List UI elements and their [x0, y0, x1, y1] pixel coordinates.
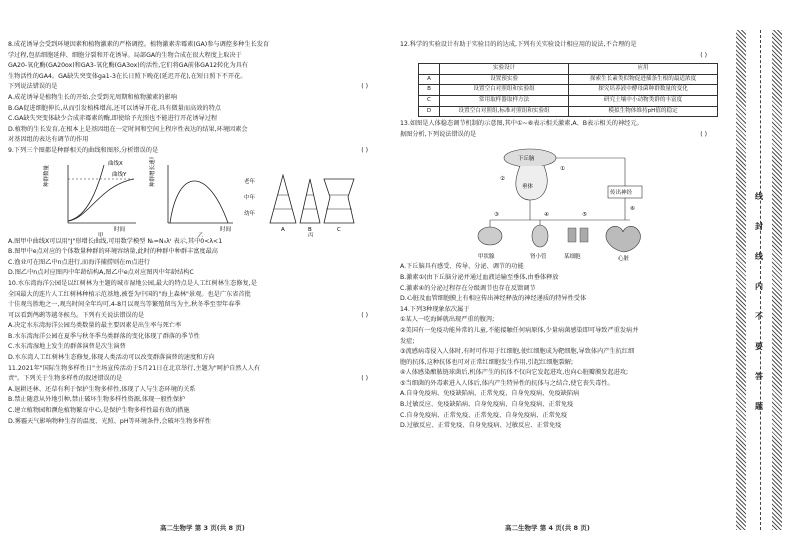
table-cell: 探索生长素类似物促进插条生根的最适浓度: [569, 74, 718, 85]
table-cell: A: [419, 74, 440, 85]
table-header: [419, 64, 440, 75]
option-line: C.自身免疫病、正常免疫、正常免疫、自身免疫病、正常免疫: [400, 411, 568, 419]
table-row: [419, 106, 718, 117]
question-14: [400, 305, 725, 432]
right-column: [400, 40, 725, 432]
q12-paren: ( ): [700, 51, 707, 59]
table-header: 实验设计: [440, 64, 569, 75]
seal-char: 封: [755, 222, 763, 231]
answer-paren: ( ): [361, 375, 368, 383]
question-11: [8, 364, 386, 428]
answer-paren: ( ): [700, 130, 707, 138]
option-line: A.决定水东湾海洋公园鸟类数量的最主要因素是出生率与死亡率: [8, 322, 182, 330]
table-cell: 设置空白对照组和实验组: [440, 85, 569, 96]
chart-jia: [68, 159, 136, 237]
table-cell: 模拟生物体维持pH值的稳定: [569, 106, 718, 117]
pyramid-a-label: A: [281, 226, 285, 233]
seal-char: 题: [755, 402, 763, 411]
right-footer: 高二生物学 第 4 页(共 8 页): [505, 524, 590, 532]
yi-x-label: 时间: [220, 226, 232, 233]
option-line: B.激素①(由下丘脑分泌并通过血液运输至垂体,由垂体释放: [400, 273, 559, 281]
seal-char: 线: [755, 192, 763, 201]
seal-char: 要: [755, 342, 763, 351]
option-line: D.过敏反应、正常免疫、自身免疫病、过敏反应、正常免疫: [400, 422, 562, 430]
option-line: D.心脏及血管细胞膜上有相应传出神经释放的神经递质的特异性受体: [400, 295, 587, 303]
option-line: D.图乙中n点对应图丙中年龄结构A,图乙中e点对应图丙中年龄结构C: [8, 269, 194, 277]
question-text-line: 生物活性的GA4。GA缺失突变体ga1-3在长日照下晚花(延迟开花),在短日照下不开花。: [8, 72, 247, 80]
homeostasis-diagram: [460, 140, 700, 262]
statement-line: 胞的抗体,这种抗体也可对正常红细胞发生作用,引起红细胞裂解;: [400, 358, 574, 366]
left-column: [8, 40, 386, 427]
hypothalamus-label: 下丘脑: [518, 156, 535, 163]
answer-paren: ( ): [361, 83, 368, 91]
hormone-2: ②: [500, 176, 505, 183]
yi-caption: 乙: [198, 232, 204, 237]
question-text-line: 十佳观鸟胜地之一,观鸟时间全年均可,4-8月以观鸟等繁殖留鸟为主,秋冬季至翌年春季: [8, 301, 241, 309]
curve-x: [68, 165, 104, 221]
yi-y-label: 种群增长速率: [150, 156, 156, 187]
chart-bing: [244, 175, 354, 237]
table-cell: 设置预实验: [440, 74, 569, 85]
hormone-3: ③: [494, 212, 499, 219]
thyroid-label: 甲状腺: [478, 254, 495, 261]
option-line: C.水东湾湿地上发生的群落演替是次生演替: [8, 343, 126, 351]
question-text-line: GA20-氧化酶(GA20ox)和GA3-氧化酶(GA3ox)的活性,它们将GA前体GA12转化为具有: [8, 62, 249, 70]
question-9-stem: 9.下列三个图都是种群相关的曲线和图形,分析错误的是 ( ): [8, 146, 368, 154]
age-middle-label: 中年: [244, 194, 256, 201]
question-text-line: 13.如图是人体稳态调节机制的示意图,其中①~⑥表示相关激素,A、B表示相关的神经元。: [400, 120, 643, 128]
jia-y-label: 种群数量: [44, 164, 50, 187]
age-old-label: 老年: [244, 178, 256, 185]
table-cell: B: [419, 85, 440, 96]
question-8: [8, 40, 386, 146]
question-text-line: 11.2021年"国际生物多样性日"主场宣传活动于5月21日在北京举行,主题为"呵护自然人人有: [8, 364, 261, 372]
growth-rate-curve: [170, 181, 228, 223]
question-text-line: 全国最大的连片人工红树林种植示范基地,被誉为中国的"海上森林"景观。也是广东省首批: [8, 290, 251, 298]
statement-line: ①某人一吃海鲜就出现严重的腹泻;: [400, 316, 495, 324]
question-10: [8, 279, 386, 364]
seal-line-text: [748, 190, 770, 430]
population-charts: [8, 157, 386, 237]
age-young-label: 幼年: [244, 210, 256, 217]
question-text-line: 责"。下列关于生物多样性的叙述错误的是 ( ): [8, 374, 386, 385]
question-13-options: [400, 262, 725, 304]
nerve-label: 传出神经: [610, 190, 633, 197]
kidney-label: 肾小管: [530, 254, 547, 261]
statement-line: 发症;: [400, 337, 415, 345]
hormone-6: ⑥: [630, 206, 635, 213]
option-line: D.雾霾天气影响物种生存的温度、光照、pH等环境条件,会破坏生物多样性: [8, 417, 211, 425]
left-footer: 高二生物学 第 3 页(共 8 页): [160, 524, 245, 532]
thyroid-shape: [478, 227, 502, 245]
table-cell: D: [419, 106, 440, 117]
seal-char: 不: [755, 312, 763, 321]
table-cell: 设置空白对照组,标准对照组和实验组: [440, 106, 569, 117]
question-text-line: 据图分析,下列说法错误的是 ( ): [400, 130, 725, 141]
option-line: C.建立植物园和濒危植物繁育中心,是保护生物多样性最有效的措施: [8, 407, 190, 415]
jia-x-label: 时间: [114, 226, 126, 233]
hormone-5: ⑤: [582, 212, 587, 219]
option-line: A.成花诱导是植物生长的开始,会受到光周期和植物激素的影响: [8, 93, 177, 101]
statement-line: ②美国有一免疫功能异常的儿童,不能接触任何病原体,少量病菌感染即可导致严重发病并: [400, 326, 639, 334]
option-line: C.激素④的分泌过程存在分级调节也存在反馈调节: [400, 284, 536, 292]
pyramid-c-label: C: [337, 226, 341, 233]
option-line: B.GA促进细胞伸长,从而引发植株增高,还可以诱导开花,具有微量而高效的特点: [8, 104, 221, 112]
chart-yi: [148, 157, 233, 237]
table-header: 应用: [569, 64, 718, 75]
option-line: A.图甲中曲线X可以用"J"形增长曲线,可用数学模型 Nₜ=N₀λᵗ 表示,其中0<λ<1: [8, 237, 223, 245]
vessel-shape: [580, 228, 588, 242]
seal-char: 线: [755, 252, 763, 261]
option-line: B.过敏反应、免疫缺陷病、自身免疫病、自身免疫病、正常免疫: [400, 401, 574, 409]
option-line: A.下丘脑具有感受、传导、分泌、调节的功能: [400, 263, 524, 271]
question-text-line: 10.水东湾海洋公园是以红树林为主题的城市湿地公园,最大的特点是人工红树林生态修复,是: [8, 279, 257, 287]
question-text-line: 8.成花诱导会受到环境因素和植物激素的严格调控。植物激素赤霉素(GA)参与调控多种生长发育: [8, 41, 270, 48]
question-text-line: 下列说法错误的是 ( ): [8, 82, 386, 93]
binding-strip: [736, 30, 782, 530]
table-cell: 探究培养液中酵母菌种群数量的变化: [569, 85, 718, 96]
option-line: B.图甲中e点对应的个体数量种群的环境容纳量,此时的种群中种群丰富度最高: [8, 248, 218, 256]
pyramid-b-label: B: [308, 226, 312, 233]
option-line: D.水东湾人工红树林生态修复,体现人类活动可以改变群落演替的速度和方向: [8, 354, 215, 362]
heart-label: 心脏: [618, 256, 630, 263]
statement-line: ④人体感染酿脓链球菌后,机体产生的抗体不仅向它发起进攻,也向心脏瓣膜发起进攻;: [400, 369, 629, 377]
population-figure: [8, 157, 386, 237]
heart-shape: [606, 227, 641, 253]
question-text-line: 14.下列3种现象依次属于: [400, 305, 470, 313]
pituitary-shape: [516, 166, 547, 200]
vessel-shape: [568, 228, 576, 242]
experiment-table: [418, 63, 718, 117]
answer-paren: ( ): [361, 311, 368, 319]
curve-y: [68, 179, 134, 221]
table-cell: 研究土壤中小动物类群的丰富度: [569, 95, 718, 106]
jia-caption: 甲: [98, 232, 104, 237]
seal-char: 答: [755, 372, 763, 381]
table-row: [419, 95, 718, 106]
option-line: C.渔业可在图乙中n点进行,而海洋捕捞则在m点进行: [8, 258, 150, 266]
option-line: B.水东湾海洋公园在夏季与秋冬季鸟类群落的变化体现了群落的季节性: [8, 332, 200, 340]
table-cell: 常用取样器取样方法: [440, 95, 569, 106]
curve-x-label: 曲线X: [108, 160, 123, 167]
kidney-shape: [532, 225, 548, 247]
option-line: A.退耕还林、还草有利于保护生物多样性,体现了人与生态环境的关系: [8, 385, 196, 393]
question-13-stem: [400, 119, 725, 140]
question-12-stem: 12.科学的实验设计有助于实验目的的达成,下列有关实验设计相应用的说法,不合理的是: [400, 41, 637, 48]
statement-line: ⑤当细菌的外毒素进入人体后,体内产生特异性的抗体与之结合,使它丧失毒性。: [400, 379, 614, 387]
question-9-options: [8, 237, 386, 279]
bing-caption: 丙: [308, 232, 314, 237]
hatch-left: [736, 30, 746, 530]
statement-line: ③流感病毒侵入人体时,有时可作用于红细胞,使红细胞成为靶细胞,导致体内产生抗红细: [400, 348, 635, 356]
table-row: [419, 74, 718, 85]
pituitary-label: 垂体: [522, 184, 534, 191]
option-line: 对基因组的表达有调节的作用: [8, 136, 89, 144]
option-line: B.禁止随意从外地引种,禁止破坏生物多样性资源,体现一般性保护: [8, 396, 186, 404]
question-text-line: 学过程,包括细胞延伸、细胞分裂和开花诱导。局部GA的生物合成在很大程度上取决于: [8, 51, 242, 59]
option-line: A.自身免疫病、免疫缺陷病、正常免疫、自身免疫病、免疫缺陷病: [400, 390, 580, 398]
seal-char: 内: [755, 282, 763, 291]
option-line: C.GA缺失突变体缺少合成赤霉素的酶,即使给予光照也不能进行开花诱导过程: [8, 115, 218, 123]
curve-y-label: 曲线Y: [112, 171, 127, 178]
hormone-1: ①: [560, 166, 565, 173]
homeostasis-figure: [460, 140, 725, 262]
table-row: [419, 85, 718, 96]
hatch-right: [772, 30, 782, 530]
table-cell: C: [419, 95, 440, 106]
cell-label: 某细胞: [564, 254, 581, 261]
hormone-4: ④: [544, 212, 549, 219]
question-text-line: 可以看到鸬鹚等越冬候鸟。下列有关说法错误的是 ( ): [8, 311, 386, 322]
option-line: D.植物的生长发育,在根本上是基因组在一定时间和空间上程序性表达的结果,环境因素会: [8, 125, 248, 133]
table-header-row: [419, 64, 718, 75]
